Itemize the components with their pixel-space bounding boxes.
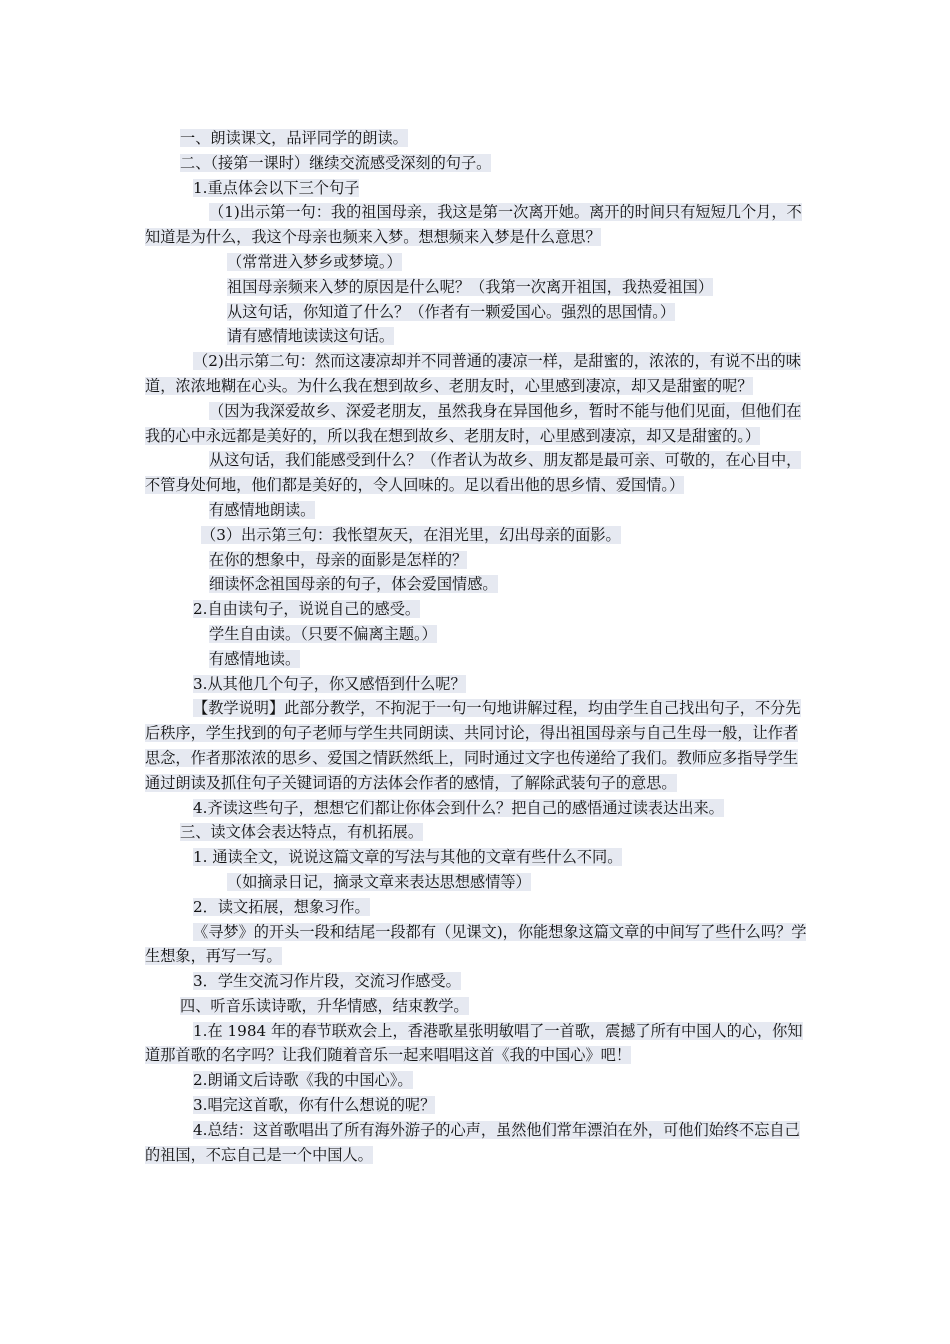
section-heading-3: 三、读文体会表达特点，有机拓展。: [180, 823, 423, 842]
section-heading-2: 二、（接第一课时）继续交流感受深刻的句子。: [180, 153, 492, 172]
paragraph: 细读怀念祖国母亲的句子，体会爱国情感。: [209, 575, 498, 594]
paragraph: 1. 通读全文，说说这篇文章的写法与其他的文章有些什么不同。: [193, 848, 623, 867]
paragraph: （2)出示第二句：然而这凄凉却并不同普通的凄凉一样，是甜蜜的，浓浓的，有说不出的味道，浓浓地糊在心头。为什么我在想到故乡、老朋友时，心里感到凄凉，却又是甜蜜的呢？: [145, 352, 801, 395]
teaching-note: 【教学说明】此部分教学，不拘泥于一句一句地讲解过程，均由学生自己找出句子，不分先后秩序，学生找到的句子老师与学生共同朗读、共同讨论，得出祖国母亲与自己生母一般，让作者思念，作者那浓浓的思乡、爱国之情跃然纸上，同时通过文字也传递给了我们。教师应多指导学生通过朗读及抓住句子关键词语的方法体会作者的感情，了解除武装句子的意思。: [145, 699, 801, 792]
paragraph: 祖国母亲频来入梦的原因是什么呢？（我第一次离开祖国，我热爱祖国）: [227, 277, 713, 296]
paragraph: 在你的想象中，母亲的面影是怎样的？: [209, 550, 468, 569]
paragraph: （3）出示第三句：我怅望灰天，在泪光里，幻出母亲的面影。: [201, 525, 621, 544]
paragraph: 1.在 1984 年的春节联欢会上，香港歌星张明敏唱了一首歌，震撼了所有中国人的心，你知道那首歌的名字吗？让我们随着音乐一起来唱唱这首《我的中国心》吧！: [145, 1021, 803, 1065]
paragraph: 1.重点体会以下三个句子: [193, 178, 360, 197]
paragraph: 《寻梦》的开头一段和结尾一段都有（见课文)，你能想象这篇文章的中间写了些什么吗？学生想象，再写一写。: [145, 922, 807, 966]
paragraph: 2．读文拓展，想象习作。: [193, 897, 370, 916]
paragraph: （常常进入梦乡或梦境。）: [227, 252, 402, 271]
paragraph: 有感情地读。: [209, 649, 301, 668]
paragraph: 4.总结：这首歌唱出了所有海外游子的心声，虽然他们常年漂泊在外，可他们始终不忘自己的祖国，不忘自己是一个中国人。: [145, 1120, 800, 1164]
paragraph: （如摘录日记，摘录文章来表达思想感情等）: [227, 872, 531, 891]
paragraph: 从这句话，你知道了什么？（作者有一颗爱国心。强烈的思国情。）: [227, 302, 676, 321]
paragraph: 从这句话，我们能感受到什么？（作者认为故乡、朋友都是最可亲、可敬的，在心目中，不管身处何地，他们都是美好的，令人回味的。足以看出他的思乡情、爱国情。）: [145, 451, 802, 495]
paragraph: 3．学生交流习作片段，交流习作感受。: [193, 972, 461, 991]
document-body: [145, 126, 810, 1167]
paragraph: 学生自由读。（只要不偏离主题。）: [209, 624, 437, 643]
paragraph: 2.朗诵文后诗歌《我的中国心》。: [193, 1071, 413, 1090]
paragraph: 有感情地朗读。: [209, 500, 316, 519]
paragraph: 3.唱完这首歌，你有什么想说的呢？: [193, 1096, 436, 1115]
section-heading-4: 四、听音乐读诗歌，升华情感，结束教学。: [180, 996, 469, 1015]
paragraph: （因为我深爱故乡、深爱老朋友，虽然我身在异国他乡，暂时不能与他们见面，但他们在我的心中永远都是美好的，所以我在想到故乡、老朋友时，心里感到凄凉，却又是甜蜜的。）: [145, 401, 802, 445]
section-heading-1: 一、朗读课文，品评同学的朗读。: [180, 129, 408, 147]
paragraph: 3.从其他几个句子，你又感悟到什么呢？: [193, 674, 466, 693]
paragraph: （1)出示第一句：我的祖国母亲，我这是第一次离开她。离开的时间只有短短几个月，不知道是为什么，我这个母亲也频来入梦。想想频来入梦是什么意思？: [145, 203, 802, 247]
paragraph: 请有感情地读读这句话。: [227, 327, 395, 346]
paragraph: 4.齐读这些句子，想想它们都让你体会到什么？把自己的感悟通过读表达出来。: [193, 798, 724, 817]
paragraph: 2.自由读句子，说说自己的感受。: [193, 600, 421, 619]
